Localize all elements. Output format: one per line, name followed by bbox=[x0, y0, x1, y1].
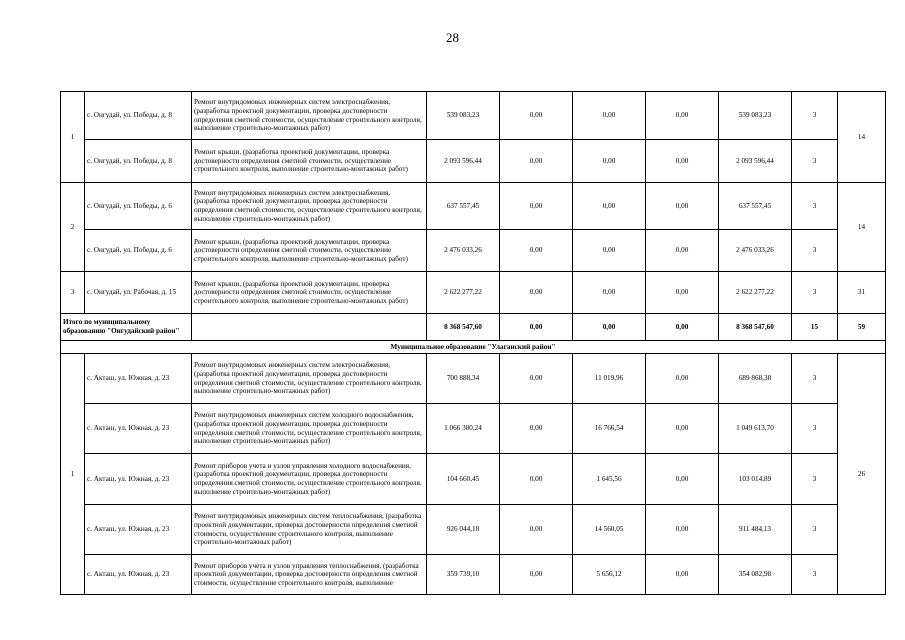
row-number: 1 bbox=[61, 92, 85, 183]
total-cost-cell: 539 083,23 bbox=[427, 92, 500, 140]
repair-plan-table bbox=[60, 91, 886, 595]
section-title-row bbox=[61, 341, 886, 354]
total-region-cell: 0,00 bbox=[573, 314, 646, 341]
fund-cell: 0,00 bbox=[500, 555, 573, 595]
local-budget-cell: 0,00 bbox=[646, 454, 719, 505]
address-cell: с. Акташ, ул. Южная, д. 23 bbox=[85, 454, 192, 505]
table-row bbox=[61, 404, 886, 454]
total-cost-cell: 2 093 596,44 bbox=[427, 140, 500, 183]
region-budget-cell: 0,00 bbox=[573, 92, 646, 140]
region-budget-cell: 0,00 bbox=[573, 230, 646, 272]
page-number: 28 bbox=[446, 30, 459, 45]
fund-cell: 0,00 bbox=[500, 354, 573, 404]
row-number: 3 bbox=[61, 272, 85, 314]
table-row bbox=[61, 272, 886, 314]
fund-cell: 0,00 bbox=[500, 230, 573, 272]
region-budget-cell: 11 019,96 bbox=[573, 354, 646, 404]
total-cost-cell: 700 888,34 bbox=[427, 354, 500, 404]
table-row bbox=[61, 354, 886, 404]
local-budget-cell: 0,00 bbox=[646, 140, 719, 183]
work-description-cell: Ремонт внутридомовых инженерных систем холодного водоснабжения, (разработка проектной документации, проверка достоверности определения сметной стоимости, осуществление строительного контроля, выполнение строительно-монтажных работ) bbox=[192, 404, 427, 454]
group-units-cell: 14 bbox=[838, 92, 886, 183]
work-description-cell: Ремонт внутридомовых инженерных систем теплоснабжения, (разработка проектной документации, проверка достоверности определения сметной стоимости, осуществление строительного контроля, выполнение строительно-монтажных работ) bbox=[192, 505, 427, 555]
region-budget-cell: 16 766,54 bbox=[573, 404, 646, 454]
fund-cell: 0,00 bbox=[500, 272, 573, 314]
work-description-cell: Ремонт крыши, (разработка проектной документации, проверка достоверности определения сметной стоимости, осуществление строительного контроля, выполнение строительно-монтажных работ) bbox=[192, 230, 427, 272]
region-budget-cell: 1 645,56 bbox=[573, 454, 646, 505]
local-budget-cell: 0,00 bbox=[646, 92, 719, 140]
total-cost-cell: 1 066 380,24 bbox=[427, 404, 500, 454]
address-cell: с. Онгудай, ул. Победы, д. 6 bbox=[85, 183, 192, 230]
owners-funds-cell: 689 868,38 bbox=[719, 354, 792, 404]
total-cost-cell: 2 476 033,26 bbox=[427, 230, 500, 272]
count-cell: 3 bbox=[792, 505, 838, 555]
row-number: 2 bbox=[61, 183, 85, 272]
total-cost-cell: 2 622 277,22 bbox=[427, 272, 500, 314]
local-budget-cell: 0,00 bbox=[646, 505, 719, 555]
count-cell: 3 bbox=[792, 230, 838, 272]
count-cell: 3 bbox=[792, 140, 838, 183]
owners-funds-cell: 911 484,13 bbox=[719, 505, 792, 555]
total-units-cell: 59 bbox=[838, 314, 886, 341]
fund-cell: 0,00 bbox=[500, 454, 573, 505]
count-cell: 3 bbox=[792, 555, 838, 595]
owners-funds-cell: 354 082,98 bbox=[719, 555, 792, 595]
count-cell: 3 bbox=[792, 404, 838, 454]
count-cell: 3 bbox=[792, 354, 838, 404]
total-cost-cell: 8 368 547,60 bbox=[427, 314, 500, 341]
work-description-cell: Ремонт приборов учета и узлов управления теплоснабжения, (разработка проектной документации, проверка достоверности определения сметной стоимости, осуществление строительного контроля, выполнение bbox=[192, 555, 427, 595]
owners-funds-cell: 637 557,45 bbox=[719, 183, 792, 230]
work-description-cell: Ремонт крыши, (разработка проектной документации, проверка достоверности определения сметной стоимости, осуществление строительного контроля, выполнение строительно-монтажных работ) bbox=[192, 140, 427, 183]
address-cell: с. Онгудай, ул. Победы, д. 8 bbox=[85, 92, 192, 140]
total-cost-cell: 926 044,18 bbox=[427, 505, 500, 555]
fund-cell: 0,00 bbox=[500, 92, 573, 140]
work-description-cell: Ремонт приборов учета и узлов управления холодного водоснабжения, (разработка проектной документации, проверка достоверности определения сметной стоимости, осуществление строительного контроля, выполнение строительно-монтажных работ) bbox=[192, 454, 427, 505]
region-budget-cell: 0,00 bbox=[573, 183, 646, 230]
address-cell: с. Акташ, ул. Южная, д. 23 bbox=[85, 354, 192, 404]
count-cell: 3 bbox=[792, 272, 838, 314]
fund-cell: 0,00 bbox=[500, 505, 573, 555]
total-label: Итого по муниципальному образованию "Онгудайский район" bbox=[61, 314, 192, 341]
address-cell: с. Акташ, ул. Южная, д. 23 bbox=[85, 505, 192, 555]
table-row bbox=[61, 140, 886, 183]
address-cell: с. Онгудай, ул. Победы, д. 6 bbox=[85, 230, 192, 272]
table-row bbox=[61, 92, 886, 140]
total-cost-cell: 637 557,45 bbox=[427, 183, 500, 230]
owners-funds-cell: 2 622 277,22 bbox=[719, 272, 792, 314]
count-cell: 3 bbox=[792, 183, 838, 230]
table-body bbox=[61, 92, 886, 595]
total-count-cell: 15 bbox=[792, 314, 838, 341]
address-cell: с. Онгудай, ул. Победы, д. 8 bbox=[85, 140, 192, 183]
total-fund-cell: 0,00 bbox=[500, 314, 573, 341]
fund-cell: 0,00 bbox=[500, 140, 573, 183]
total-cost-cell: 104 660,45 bbox=[427, 454, 500, 505]
fund-cell: 0,00 bbox=[500, 183, 573, 230]
address-cell: с. Акташ, ул. Южная, д. 23 bbox=[85, 404, 192, 454]
work-description-cell: Ремонт внутридомовых инженерных систем электроснабжения, (разработка проектной документации, проверка достоверности определения сметной стоимости, осуществление строительного контроля, выполнение строительно-монтажных работ) bbox=[192, 354, 427, 404]
count-cell: 3 bbox=[792, 454, 838, 505]
total-owners-cell: 8 368 547,60 bbox=[719, 314, 792, 341]
work-description-cell: Ремонт крыши, (разработка проектной документации, проверка достоверности определения сметной стоимости, осуществление строительного контроля, выполнение строительно-монтажных работ) bbox=[192, 272, 427, 314]
table-row bbox=[61, 555, 886, 595]
local-budget-cell: 0,00 bbox=[646, 354, 719, 404]
fund-cell: 0,00 bbox=[500, 404, 573, 454]
work-description-cell: Ремонт внутридомовых инженерных систем электроснабжения, (разработка проектной документации, проверка достоверности определения сметной стоимости, осуществление строительного контроля, выполнение строительно-монтажных работ) bbox=[192, 92, 427, 140]
group-units-cell: 26 bbox=[838, 354, 886, 595]
local-budget-cell: 0,00 bbox=[646, 272, 719, 314]
total-cost-cell: 359 739,10 bbox=[427, 555, 500, 595]
table-row bbox=[61, 454, 886, 505]
owners-funds-cell: 539 083,23 bbox=[719, 92, 792, 140]
owners-funds-cell: 2 476 033,26 bbox=[719, 230, 792, 272]
group-units-cell: 31 bbox=[838, 272, 886, 314]
municipality-total-row bbox=[61, 314, 886, 341]
address-cell: с. Акташ, ул. Южная, д. 23 bbox=[85, 555, 192, 595]
work-description-cell: Ремонт внутридомовых инженерных систем электроснабжения, (разработка проектной документации, проверка достоверности определения сметной стоимости, осуществление строительного контроля, выполнение строительно-монтажных работ) bbox=[192, 183, 427, 230]
owners-funds-cell: 103 014,89 bbox=[719, 454, 792, 505]
owners-funds-cell: 1 049 613,70 bbox=[719, 404, 792, 454]
total-empty-cell bbox=[192, 314, 427, 341]
group-units-cell: 14 bbox=[838, 183, 886, 272]
address-cell: с. Онгудай, ул. Рабочая, д. 15 bbox=[85, 272, 192, 314]
local-budget-cell: 0,00 bbox=[646, 555, 719, 595]
table-row bbox=[61, 183, 886, 230]
region-budget-cell: 14 560,05 bbox=[573, 505, 646, 555]
region-budget-cell: 5 656,12 bbox=[573, 555, 646, 595]
row-number: 1 bbox=[61, 354, 85, 595]
owners-funds-cell: 2 093 596,44 bbox=[719, 140, 792, 183]
local-budget-cell: 0,00 bbox=[646, 404, 719, 454]
table-row bbox=[61, 505, 886, 555]
count-cell: 3 bbox=[792, 92, 838, 140]
table-row bbox=[61, 230, 886, 272]
local-budget-cell: 0,00 bbox=[646, 230, 719, 272]
local-budget-cell: 0,00 bbox=[646, 183, 719, 230]
region-budget-cell: 0,00 bbox=[573, 272, 646, 314]
total-local-cell: 0,00 bbox=[646, 314, 719, 341]
section-title: Муниципальное образование "Улаганский район" bbox=[61, 341, 886, 354]
region-budget-cell: 0,00 bbox=[573, 140, 646, 183]
